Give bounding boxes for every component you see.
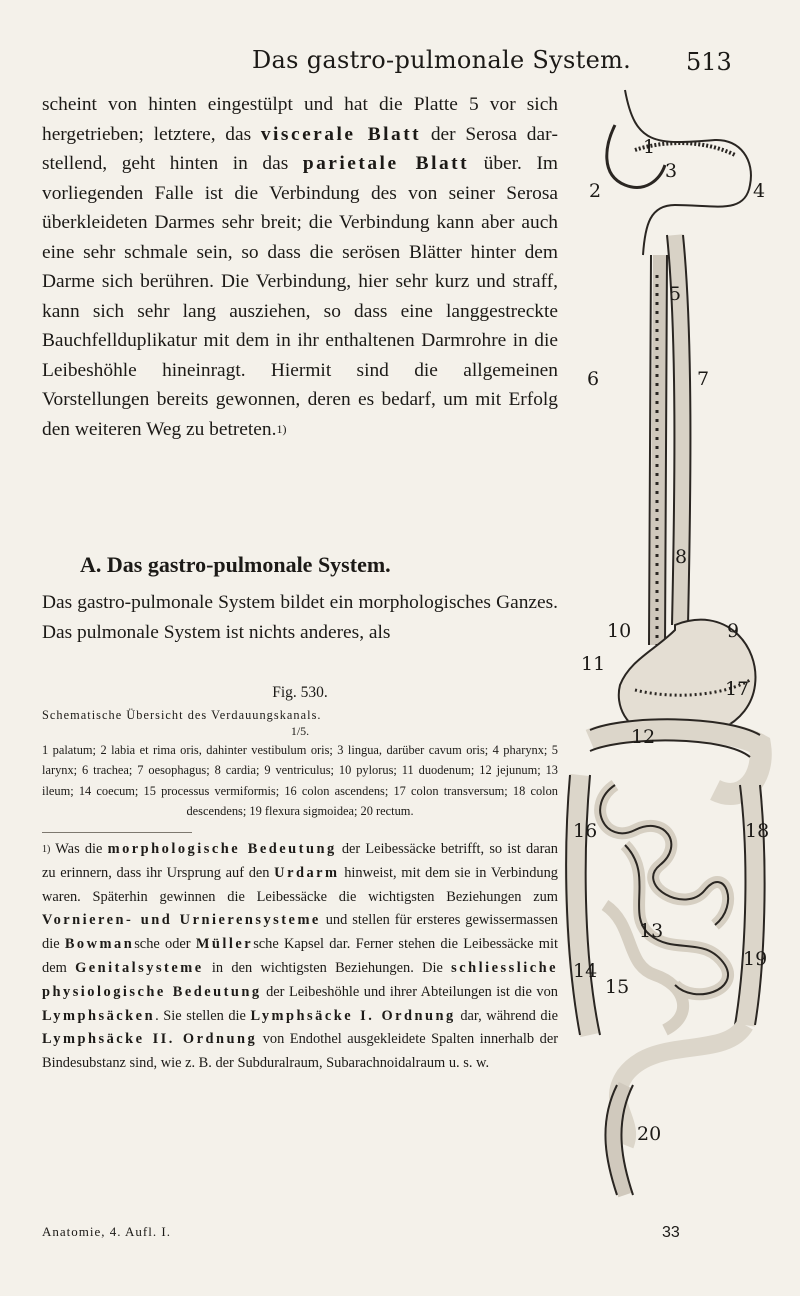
figure-scale: 1/5. (290, 724, 310, 738)
text-run: und stellen für ersteres gewissermassen die (42, 912, 558, 953)
text-run: 1) (276, 422, 287, 437)
digestive-canal-illustration (565, 85, 770, 1215)
callout-7: 7 (697, 368, 710, 390)
oral-cavity-outline (625, 90, 751, 255)
emphasized-term: Urdarm (274, 864, 340, 881)
callout-15: 15 (605, 976, 630, 998)
callout-9: 9 (727, 620, 740, 642)
emphasized-term: Müller (195, 936, 254, 953)
emphasized-term: morphologische Bedeutung (107, 841, 337, 857)
callout-13: 13 (639, 920, 664, 942)
text-run: dar, während die (455, 1007, 559, 1024)
emphasized-term: Lymphsäcke I. Ordnung (250, 1007, 456, 1024)
emphasized-term: viscerale Blatt (260, 123, 422, 145)
body-paragraph (42, 90, 558, 445)
text-run: hinweist, mit dem sie in Verbindung waren. Späterhin gewinnen die Leibessäcke die wichtigsten Beziehungen zum (42, 864, 559, 905)
callout-11: 11 (581, 653, 606, 675)
emphasized-term: schliessliche physiologische Bedeutung (42, 959, 559, 1000)
page-number: 513 (686, 48, 732, 76)
page-header (0, 46, 800, 76)
footer-book-title: Anatomie, 4. Aufl. I. (42, 1224, 171, 1239)
section-heading: A. Das gastro-pulmonale System. (80, 552, 391, 577)
callout-18: 18 (745, 820, 770, 842)
callout-3: 3 (665, 160, 678, 182)
text-run: der Serosa darstellend, geht hinten in das (42, 123, 558, 175)
callout-6: 6 (587, 368, 600, 390)
text-run: Was die (50, 841, 108, 857)
callout-2: 2 (589, 180, 602, 202)
callout-20: 20 (637, 1123, 662, 1145)
colon-transversum-outline (590, 729, 761, 794)
footer-signature: 33 (662, 1224, 680, 1241)
section-paragraph: Das gastro-pulmonale System bildet ein morphologisches Ganzes. Das pulmonale System ist nichts anderes, als (42, 592, 558, 643)
figure-label: Fig. 530. (272, 684, 328, 701)
paragraph-text (42, 90, 558, 445)
footnote-mark: 1) (42, 844, 51, 855)
callout-1: 1 (643, 136, 656, 158)
text-run: sche oder (134, 936, 196, 953)
text-run: der Leibessäcke betrifft, so ist daran zu erinnern, dass ihr Ursprung auf den (42, 841, 559, 881)
emphasized-term: Lymphsäcken (42, 1007, 156, 1024)
callout-14: 14 (573, 960, 598, 982)
running-title: Das gastro-pulmonale System. (252, 46, 632, 74)
callout-10: 10 (607, 620, 632, 642)
emphasized-term: Bowman (64, 936, 135, 953)
callout-5: 5 (669, 283, 682, 305)
callout-16: 16 (573, 820, 598, 842)
figure-caption: 1 palatum; 2 labia et rima oris, dahinter vestibulum oris; 3 lingua, darüber cavum oris; 4 pharynx; 5 larynx; 6 trachea; 7 oesophagus; 8 cardia; 9 ventriculus; 10 pylorus; 11 duodenum; 12 jejunum; 13 ileum; 14 coecum; 15 processus vermiformis; 16 colon ascendens; 17 colon transversum; 18 colon descendens; 19 flexura sigmoidea; 20 rectum. (42, 743, 558, 819)
callout-12: 12 (631, 726, 656, 748)
callout-4: 4 (753, 180, 766, 202)
text-run: sche Kapsel dar. Ferner stehen die Leibessäcke mit dem (42, 936, 558, 976)
text-run: . Sie stellen die (155, 1007, 251, 1024)
footnote (42, 838, 558, 1076)
callout-17: 17 (725, 678, 750, 700)
figure-caption-title: Schematische Übersicht des Verdauungskanals. (42, 708, 322, 722)
footnote-rule (42, 832, 192, 833)
emphasized-term: Vornieren- und Urnierensysteme (42, 912, 321, 929)
callout-8: 8 (675, 546, 688, 568)
emphasized-term: Genitalsysteme (75, 959, 204, 976)
text-run: über. Im vorliegenden Falle ist die Verbindung des von seiner Serosa überkleideten Darmes sehr breit; die Verbindung kann aber auch eine sehr schmale sein, so dass die serösen Blätter hinter dem Darme sich berühren. Die Verbindung, hier sehr kurz und straff, kann sich sehr lang ausziehen, so dass eine langgestreckte Bauchfellduplikatur mit dem in ihr enthaltenen Darmrohre in die Leibeshöhle hineinragt. Hiermit sind die allgemeinen Vorstellungen bereits gewonnen, deren es bedarf, um mit Erfolg den weiteren Weg zu betreten. (42, 153, 558, 441)
footnote-text (42, 841, 558, 1071)
text-run: in den wichtigsten Beziehungen. Die (203, 959, 452, 976)
text-run: der Leibeshöhle und ihrer Abteilungen ist die von (261, 983, 558, 1000)
emphasized-term: Lymphsäcke II. Ordnung (42, 1031, 258, 1048)
callout-19: 19 (743, 948, 768, 970)
text-run: von Endothel ausgekleidete Spalten innerhalb der Bindesubstanz sind, wie z. B. der Subduralraum, Subarachnoidalraum u. s. w. (42, 1031, 558, 1072)
emphasized-term: parietale Blatt (302, 153, 470, 175)
text-run: scheint von hinten eingestülpt und hat die Platte 5 vor sich hergetrieben; letztere, das (42, 94, 558, 145)
